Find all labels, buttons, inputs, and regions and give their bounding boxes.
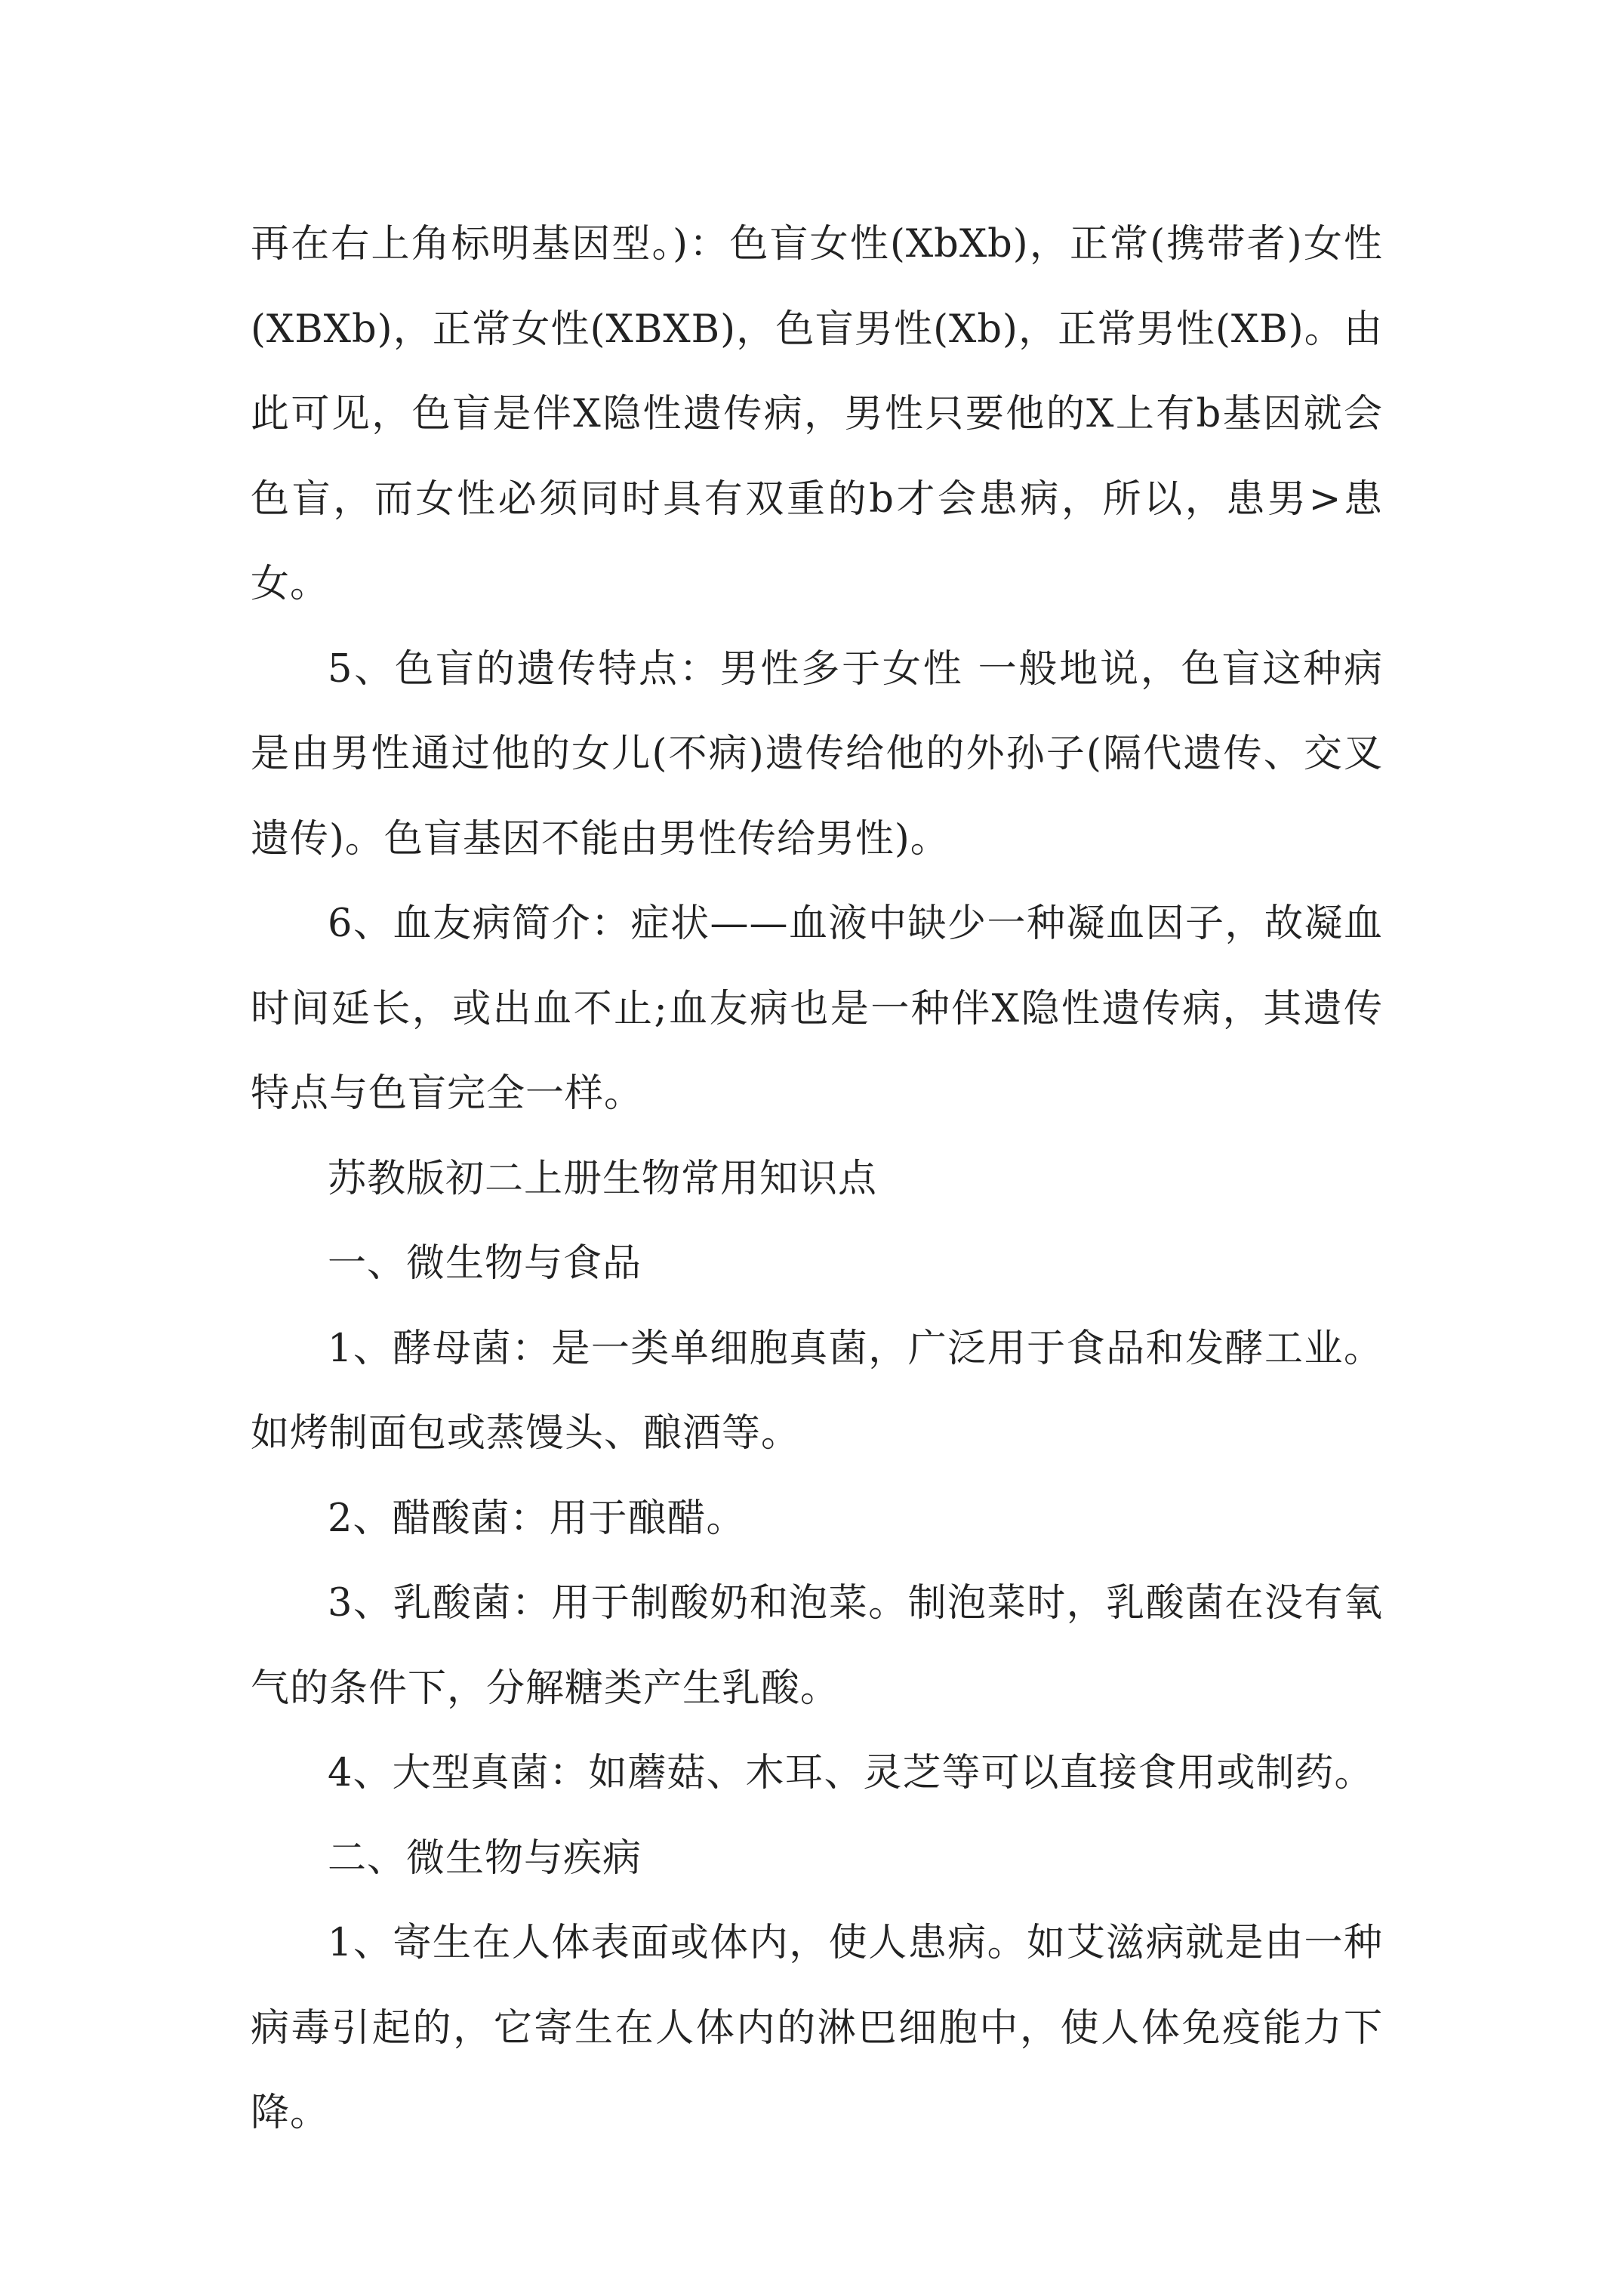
heading-microbes-disease: 二、微生物与疾病 <box>328 1835 642 1881</box>
paragraph-genotype-notation: 再在右上角标明基因型。)：色盲女性(XbXb)，正常(携带者)女性(XBXb)，正常女性(XBXB)，色盲男性(Xb)，正常男性(XB)。由此可见，色盲是伴X隐性遗传病，男性只要他的X上有b基因就会色盲，而女性必须同时具有双重的b才会患病，所以，患男>患女。 <box>251 222 1383 606</box>
document-body <box>251 202 1383 2156</box>
section-title: 苏教版初二上册生物常用知识点 <box>328 1156 878 1201</box>
paragraph-parasitic: 1、寄生在人体表面或体内，使人患病。如艾滋病就是由一种病毒引起的，它寄生在人体内的淋巴细胞中，使人体免疫能力下降。 <box>251 1921 1383 2135</box>
heading-microbes-food: 一、微生物与食品 <box>328 1241 642 1286</box>
paragraph-large-fungi: 4、大型真菌：如蘑菇、木耳、灵芝等可以直接食用或制药。 <box>328 1751 1374 1795</box>
paragraph-yeast: 1、酵母菌：是一类单细胞真菌，广泛用于食品和发酵工业。如烤制面包或蒸馒头、酿酒等。 <box>251 1326 1383 1456</box>
paragraph-hemophilia: 6、血友病简介：症状——血液中缺少一种凝血因子，故凝血时间延长，或出血不止;血友病也是一种伴X隐性遗传病，其遗传特点与色盲完全一样。 <box>251 901 1383 1116</box>
paragraph-lactobacillus: 3、乳酸菌：用于制酸奶和泡菜。制泡菜时，乳酸菌在没有氧气的条件下，分解糖类产生乳酸。 <box>251 1581 1383 1711</box>
paragraph-acetobacter: 2、醋酸菌：用于酿醋。 <box>328 1496 746 1541</box>
paragraph-colorblind-traits: 5、色盲的遗传特点：男性多于女性 一般地说，色盲这种病是由男性通过他的女儿(不病)遗传给他的外孙子(隔代遗传、交叉遗传)。色盲基因不能由男性传给男性)。 <box>251 646 1383 861</box>
